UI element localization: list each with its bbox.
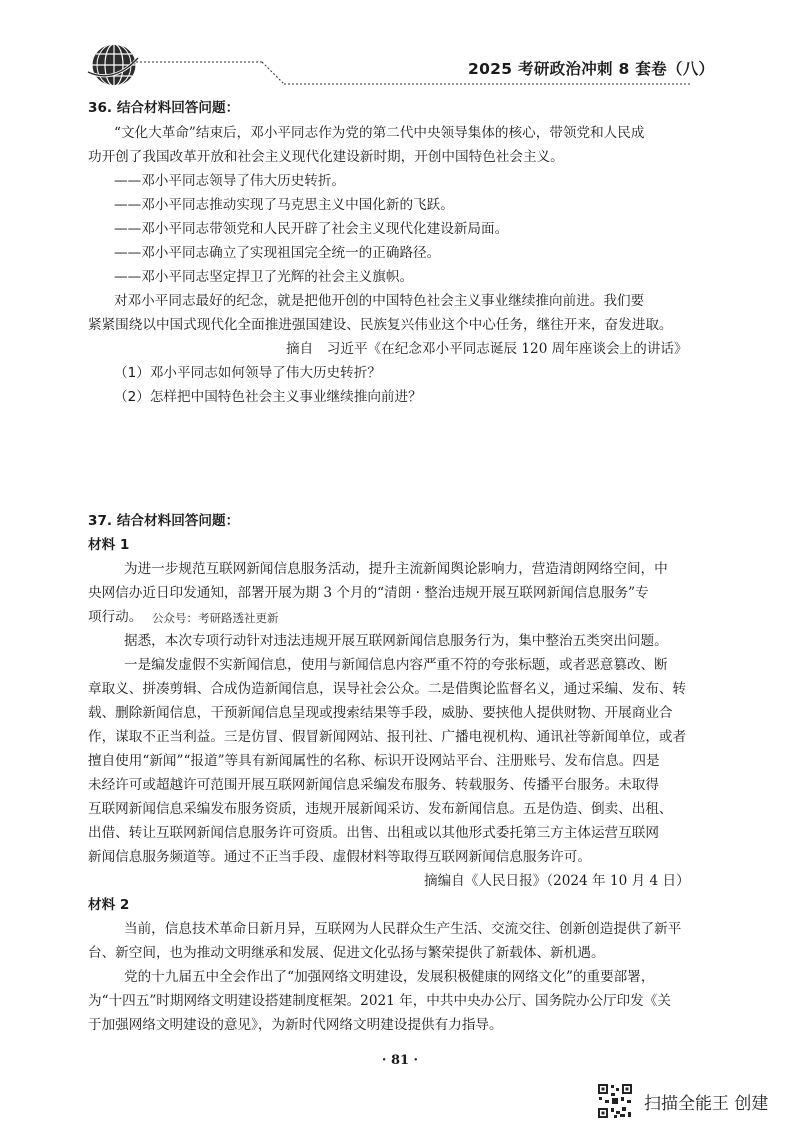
q36-material-line: 对邓小平同志最好的纪念，就是把他开创的中国特色社会主义事业继续推向前进。我们要 [114, 293, 645, 309]
q37-material1-line: 新闻信息服务频道等。通过不正当手段、虚假材料等取得互联网新闻信息服务许可。 [88, 849, 591, 865]
q37-material1-line: 央网信办近日印发通知，部署开展为期 3 个月的“清朗 · 整治违规开展互联网新闻信息服务”专 [88, 585, 649, 601]
qr-code-icon [597, 1083, 633, 1119]
q37-material1-line: 未经许可或超越许可范围开展互联网新闻信息采编发布服务、转载服务、传播平台服务。未取得 [88, 777, 659, 793]
q36-material-line: 紧紧围绕以中国式现代化全面推进强国建设、民族复兴伟业这个中心任务，继往开来，奋发进取。 [88, 317, 673, 333]
q36-material-line: ——邓小平同志坚定捍卫了光辉的社会主义旗帜。 [114, 269, 414, 285]
q37-material1-line: 出借、转让互联网新闻信息服务许可资质。出售、出租或以其他形式委托第三方主体运营互联网 [88, 825, 659, 841]
q36-material-line: ——邓小平同志领导了伟大历史转折。 [114, 173, 346, 189]
watermark-text: 公众号：考研路透社更新 [152, 611, 279, 625]
q37-material2-line: 台、新空间，也为推动文明继承和发展、促进文化弘扬与繁荣提供了新载体、新机遇。 [88, 945, 605, 961]
q36-heading: 36. 结合材料回答问题： [88, 100, 240, 116]
q37-material2-line: 于加强网络文明建设的意见》，为新时代网络文明建设提供有力指导。 [88, 1017, 503, 1033]
q37-material1-line: 擅自使用“新闻”“报道”等具有新闻属性的名称、标识开设网站平台、注册账号、发布信息。四是 [88, 753, 660, 769]
q37-material1-line: 章取义、拼凑剪辑、合成伪造新闻信息，误导社会公众。二是借舆论监督名义，通过采编、发布、转 [88, 681, 687, 697]
q37-material1-line: 互联网新闻信息采编发布服务资质，违规开展新闻采访、发布新闻信息。五是伪造、倒卖、出租、 [88, 801, 673, 817]
q36-source: 摘自 习近平《在纪念邓小平同志诞辰 120 周年座谈会上的讲话》 [286, 341, 688, 357]
q37-source1: 摘编自《人民日报》（2024 年 10 月 4 日） [424, 873, 690, 889]
q37-material1-line: 为进一步规范互联网新闻信息服务活动，提升主流新闻舆论影响力，营造清朗网络空间，中 [124, 561, 668, 577]
q37-material1-line: 载、删除新闻信息，干预新闻信息呈现或搜索结果等手段，威胁、要挟他人提供财物、开展商业合 [88, 705, 673, 721]
q37-material2-line: 当前，信息技术革命日新月异，互联网为人民群众生产生活、交流交往、创新创造提供了新平 [124, 921, 682, 937]
q37-material1-line: 作，谋取不正当利益。三是仿冒、假冒新闻网站、报刊社、广播电视机构、通讯社等新闻单位，或者 [88, 729, 687, 745]
q36-material-line: ——邓小平同志推动实现了马克思主义中国化新的飞跃。 [114, 197, 454, 213]
q37-material2-line: 为“十四五”时期网络文明建设搭建制度框架。2021 年，中共中央办公厅、国务院办公厅印发《关 [88, 993, 671, 1009]
q36-material-line: ——邓小平同志确立了实现祖国完全统一的正确路径。 [114, 245, 441, 261]
q36-material-line: ——邓小平同志带领党和人民开辟了社会主义现代化建设新局面。 [114, 221, 509, 237]
q37-material2-line: 党的十九届五中全会作出了“加强网络文明建设，发展积极健康的网络文化”的重要部署， [124, 969, 655, 985]
q37-material1-label: 材料 1 [88, 537, 130, 553]
q37-material1-line: 项行动。 [88, 609, 143, 625]
header-rule [0, 0, 800, 100]
page-number: · 81 · [381, 1053, 419, 1068]
q37-material1-line: 一是编发虚假不实新闻信息，使用与新闻信息内容严重不符的夸张标题，或者恶意篡改、断 [124, 657, 668, 673]
q36-question-2: （2）怎样把中国特色社会主义事业继续推向前进？ [114, 389, 422, 405]
header-title: 2025 考研政治冲刺 8 套卷（八） [468, 60, 715, 78]
q37-material1-line: 据悉，本次专项行动针对违法违规开展互联网新闻信息服务行为，集中整治五类突出问题。 [124, 633, 668, 649]
q36-material-line: “文化大革命”结束后，邓小平同志作为党的第二代中央领导集体的核心，带领党和人民成 [114, 125, 645, 141]
scanner-brand: 扫描全能王 创建 [644, 1094, 769, 1114]
q37-material2-label: 材料 2 [88, 897, 130, 913]
q37-heading: 37. 结合材料回答问题： [88, 513, 240, 529]
q36-question-1: （1）邓小平同志如何领导了伟大历史转折？ [114, 365, 381, 381]
q36-material-line: 功开创了我国改革开放和社会主义现代化建设新时期，开创中国特色社会主义。 [88, 149, 564, 165]
